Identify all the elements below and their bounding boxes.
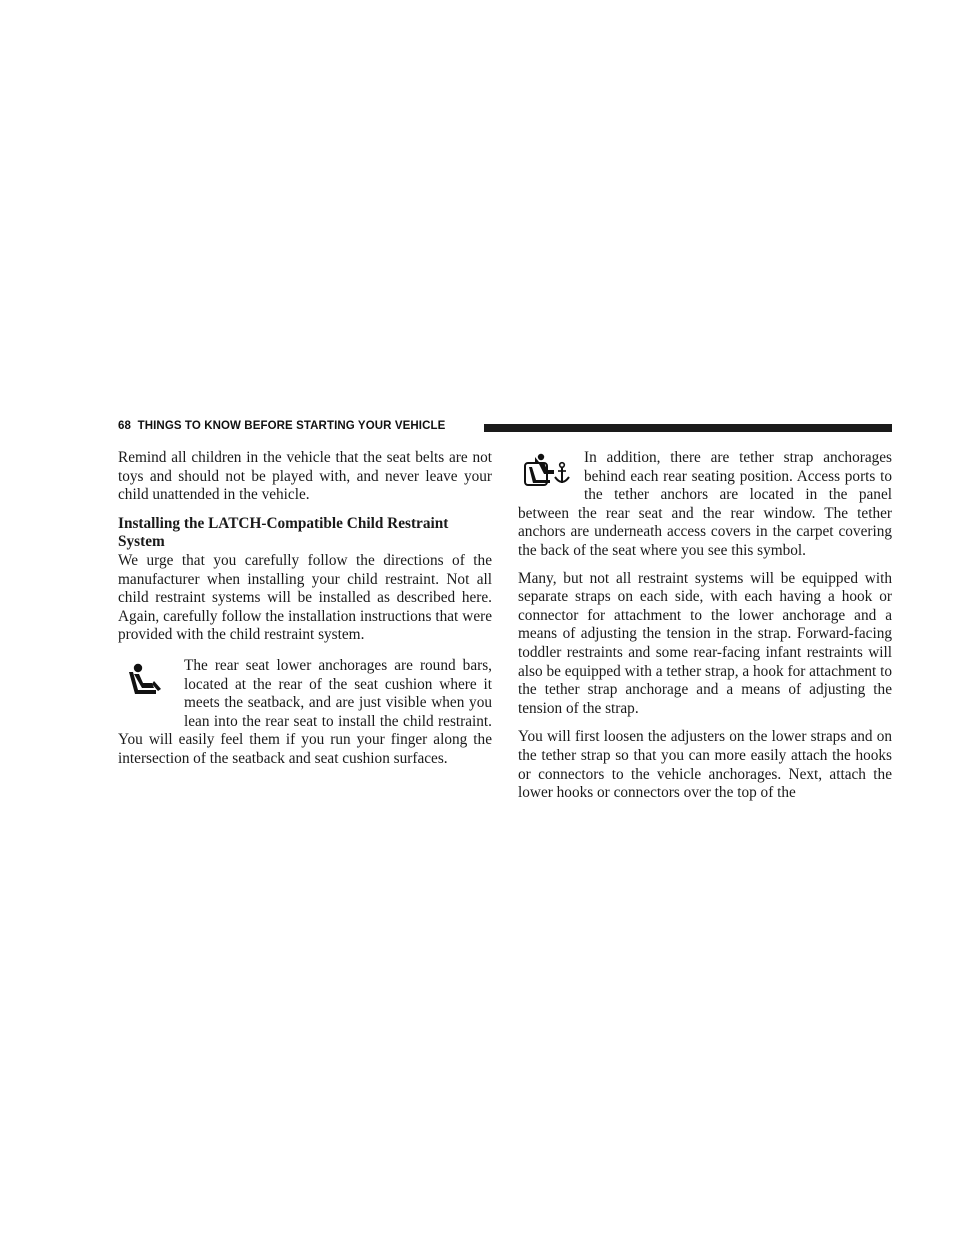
lower-anchorage-text: The rear seat lower anchorages are round bars, located at the rear of the seat cushion where it meets the seatback, and are just visible when you lean into the rear seat to install the child restraint. You will easily feel them if you run your finger along the intersection of the seatback and seat cushion surfaces. <box>118 656 492 767</box>
page-header <box>118 419 892 437</box>
left-column <box>118 449 492 769</box>
section-title: THINGS TO KNOW BEFORE STARTING YOUR VEHICLE <box>137 420 446 432</box>
paragraph-lower-anchorages <box>118 657 492 769</box>
paragraph-tether-anchorages <box>518 449 892 561</box>
page-number: 68 <box>118 420 131 432</box>
header-rule <box>484 424 892 432</box>
header-text <box>118 420 445 432</box>
paragraph-loosen-adjusters: You will first loosen the adjusters on the lower straps and on the tether strap so that you can more easily attach the hooks or connectors to the vehicle anchorages. Next, attach the lower hooks or connectors over the top of the <box>518 728 892 802</box>
section-subheading: Installing the LATCH-Compatible Child Restraint System <box>118 514 449 551</box>
paragraph-directions: We urge that you carefully follow the directions of the manufacturer when installing your child restraint. Not all child restraint systems will be installed as described here. Again, carefully follow the installation instructions that were provided with the child restraint system. <box>118 551 492 644</box>
paragraph-reminder: Remind all children in the vehicle that the seat belts are not toys and should not be played with, and never leave your child unattended in the vehicle. <box>118 449 492 504</box>
tether-anchor-icon <box>518 449 572 493</box>
right-column <box>518 449 892 803</box>
tether-anchorage-text: In addition, there are tether strap anchorages behind each rear seating position. Access ports to the tether anchors are located in the panel between the rear seat and the rear window. The tether anchors are underneath access covers in the carpet covering the back of the seat where you see this symbol. <box>518 449 892 559</box>
paragraph-restraint-straps: Many, but not all restraint systems will be equipped with separate straps on each side, with each having a hook or connector for attachment to the lower anchorage and a means of adjusting the tension in the strap. Forward-facing toddler restraints and some rear-facing infant restraints will also be equipped with a tether strap, a hook for attachment to the tether strap anchorage and a means of adjusting the tension of the strap. <box>518 569 892 717</box>
child-seat-lower-anchorage-icon <box>118 657 172 713</box>
